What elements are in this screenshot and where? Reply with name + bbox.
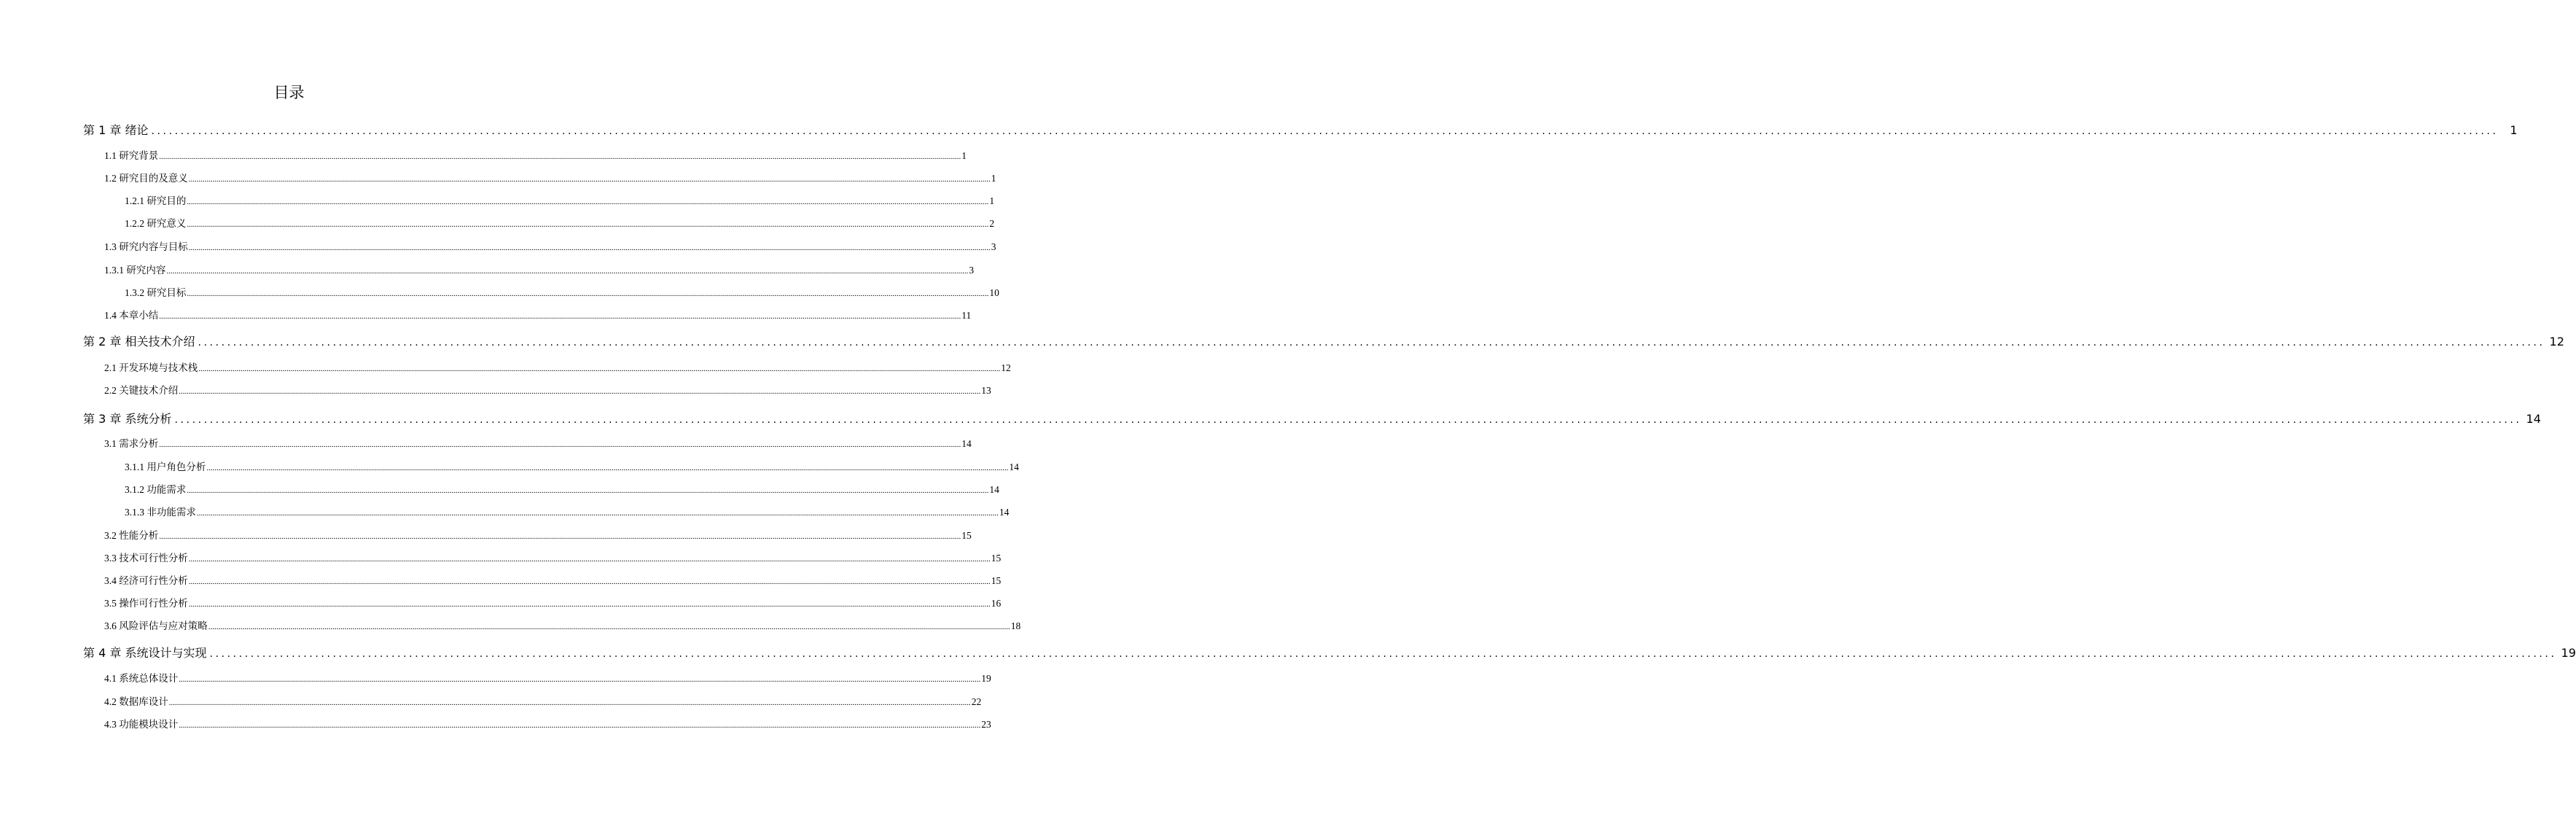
toc-page-number: 15 [961,530,972,541]
toc-page-number: 16 [991,598,1002,609]
toc-entry-label: 3.4 经济可行性分析 [104,575,188,586]
toc-page-number: 19 [981,673,991,684]
toc-section[interactable] [104,574,1002,588]
dot-leader: ................................................................................................................................................................................................................................................................................................................................................................................................................ [196,509,999,518]
toc-subsection[interactable] [125,287,999,300]
toc-page-number: 3 [991,241,996,252]
dot-leader: ................................................................................................................................................................................................................................................................................................................................................................................................................ [188,600,991,609]
toc-page-number: 18 [1010,620,1021,631]
toc-section[interactable] [104,529,972,543]
toc-page-number: 11 [961,310,972,321]
toc-subsection[interactable] [104,264,975,278]
toc-entry-label: 第 3 章 系统分析 [83,412,172,426]
dot-leader: ................................................................................................................................................................................................................................................................................................................................................................................................................ [198,365,1001,373]
toc-section[interactable] [104,620,1021,634]
toc-page-number: 14 [1009,461,1019,472]
toc-entry-label: 1.3.2 研究目标 [125,287,187,298]
dot-leader: ................................................................................................................................................................................................................................................................................................................................................................................................................ [159,152,961,161]
dot-leader: ................................................................................................................................................................................................................................................................................................................................................................................................................ [174,414,2522,426]
toc-subsection[interactable] [125,195,995,209]
toc-subsection[interactable] [125,217,995,231]
toc-entry-label: 1.2 研究目的及意义 [104,173,188,184]
toc-section[interactable] [104,172,996,186]
dot-leader: ................................................................................................................................................................................................................................................................................................................................................................................................................ [206,464,1009,472]
dot-leader: ................................................................................................................................................................................................................................................................................................................................................................................................................ [179,721,981,730]
toc-entry-label: 2.1 开发环境与技术栈 [104,362,198,373]
toc-section[interactable] [104,672,991,686]
toc-chapter-2[interactable] [83,334,2564,351]
dot-leader: ................................................................................................................................................................................................................................................................................................................................................................................................................ [151,125,2499,137]
toc-entry-label: 3.1 需求分析 [104,438,159,449]
dot-leader: ................................................................................................................................................................................................................................................................................................................................................................................................................ [166,267,969,276]
dot-leader: ................................................................................................................................................................................................................................................................................................................................................................................................................ [188,244,991,252]
toc-page-number: 15 [991,575,1002,586]
toc-page-number: 14 [989,484,999,495]
toc-section[interactable] [104,552,1002,566]
toc-page-number: 1 [991,173,996,184]
toc-entry-label: 2.2 关键技术介绍 [104,385,179,396]
dot-leader: ................................................................................................................................................................................................................................................................................................................................................................................................................ [187,198,989,206]
dot-leader: ................................................................................................................................................................................................................................................................................................................................................................................................................ [209,648,2557,660]
dot-leader: ................................................................................................................................................................................................................................................................................................................................................................................................................ [187,220,989,229]
toc-page-number: 22 [971,696,982,707]
dot-leader: ................................................................................................................................................................................................................................................................................................................................................................................................................ [188,555,991,564]
toc-entry-label: 4.2 数据库设计 [104,696,168,707]
toc-entry-label: 4.3 功能模块设计 [104,719,179,730]
toc-entry-label: 1.3.1 研究内容 [104,265,166,276]
page-title: 目录 [273,84,305,101]
toc-page-number: 2 [989,218,995,229]
toc-section[interactable] [104,309,972,323]
dot-leader: ................................................................................................................................................................................................................................................................................................................................................................................................................ [187,289,989,298]
toc-page-number: 10 [989,287,999,298]
toc-page-number: 3 [969,265,975,276]
toc-section[interactable] [104,362,1011,375]
dot-leader: ................................................................................................................................................................................................................................................................................................................................................................................................................ [187,486,989,495]
toc-chapter-4[interactable] [83,645,2576,662]
dot-leader: ................................................................................................................................................................................................................................................................................................................................................................................................................ [168,698,971,707]
toc-page-number: 12 [2549,335,2564,348]
dot-leader: ................................................................................................................................................................................................................................................................................................................................................................................................................ [188,577,991,586]
dot-leader: ................................................................................................................................................................................................................................................................................................................................................................................................................ [198,337,2545,348]
toc-entry-label: 3.1.1 用户角色分析 [125,461,206,472]
toc-entry-label: 1.2.2 研究意义 [125,218,187,229]
dot-leader: ................................................................................................................................................................................................................................................................................................................................................................................................................ [159,440,961,449]
toc-entry-label: 3.2 性能分析 [104,530,159,541]
toc-chapter-3[interactable] [83,411,2541,428]
dot-leader: ................................................................................................................................................................................................................................................................................................................................................................................................................ [179,675,981,684]
dot-leader: ................................................................................................................................................................................................................................................................................................................................................................................................................ [159,312,961,321]
toc-subsection[interactable] [125,506,1010,520]
toc-section[interactable] [104,597,1002,611]
toc-section[interactable] [104,718,991,732]
toc-page-number: 1 [989,195,995,206]
toc-entry-label: 3.1.3 非功能需求 [125,507,196,518]
toc-entry-label: 第 2 章 相关技术介绍 [83,335,195,348]
toc-page-number: 15 [991,553,1002,564]
toc-page-number: 1 [961,150,967,161]
toc-entry-label: 4.1 系统总体设计 [104,673,179,684]
toc-page-number: 13 [981,385,991,396]
toc-entry-label: 3.1.2 功能需求 [125,484,187,495]
toc-page-number: 14 [2526,412,2541,426]
toc-entry-label: 1.4 本章小结 [104,310,159,321]
toc-entry-label: 3.6 风险评估与应对策略 [104,620,208,631]
toc-section[interactable] [104,437,972,451]
dot-leader: ................................................................................................................................................................................................................................................................................................................................................................................................................ [208,623,1010,631]
toc-section[interactable] [104,696,982,709]
toc-entry-label: 第 4 章 系统设计与实现 [83,646,207,660]
toc-entry-label: 1.3 研究内容与目标 [104,241,188,252]
toc-entry-label: 第 1 章 绪论 [83,123,149,137]
toc-page-number: 12 [1001,362,1011,373]
toc-page-number: 19 [2561,646,2576,660]
toc-entry-label: 3.5 操作可行性分析 [104,598,188,609]
toc-section[interactable] [104,241,996,254]
dot-leader: ................................................................................................................................................................................................................................................................................................................................................................................................................ [188,175,991,184]
dot-leader: ................................................................................................................................................................................................................................................................................................................................................................................................................ [159,532,961,541]
dot-leader: ................................................................................................................................................................................................................................................................................................................................................................................................................ [179,387,981,396]
toc-page-number: 14 [999,507,1010,518]
toc-section[interactable] [104,384,991,398]
toc-section[interactable] [104,149,967,163]
toc-subsection[interactable] [125,461,1019,475]
toc-entry-label: 1.1 研究背景 [104,150,159,161]
toc-page-number: 23 [981,719,991,730]
toc-page-number: 14 [961,438,972,449]
toc-entry-label: 3.3 技术可行性分析 [104,553,188,564]
toc-chapter-1[interactable] [83,122,2518,139]
toc-subsection[interactable] [125,483,999,497]
toc-page-number: 1 [2510,123,2518,137]
toc-entry-label: 1.2.1 研究目的 [125,195,187,206]
